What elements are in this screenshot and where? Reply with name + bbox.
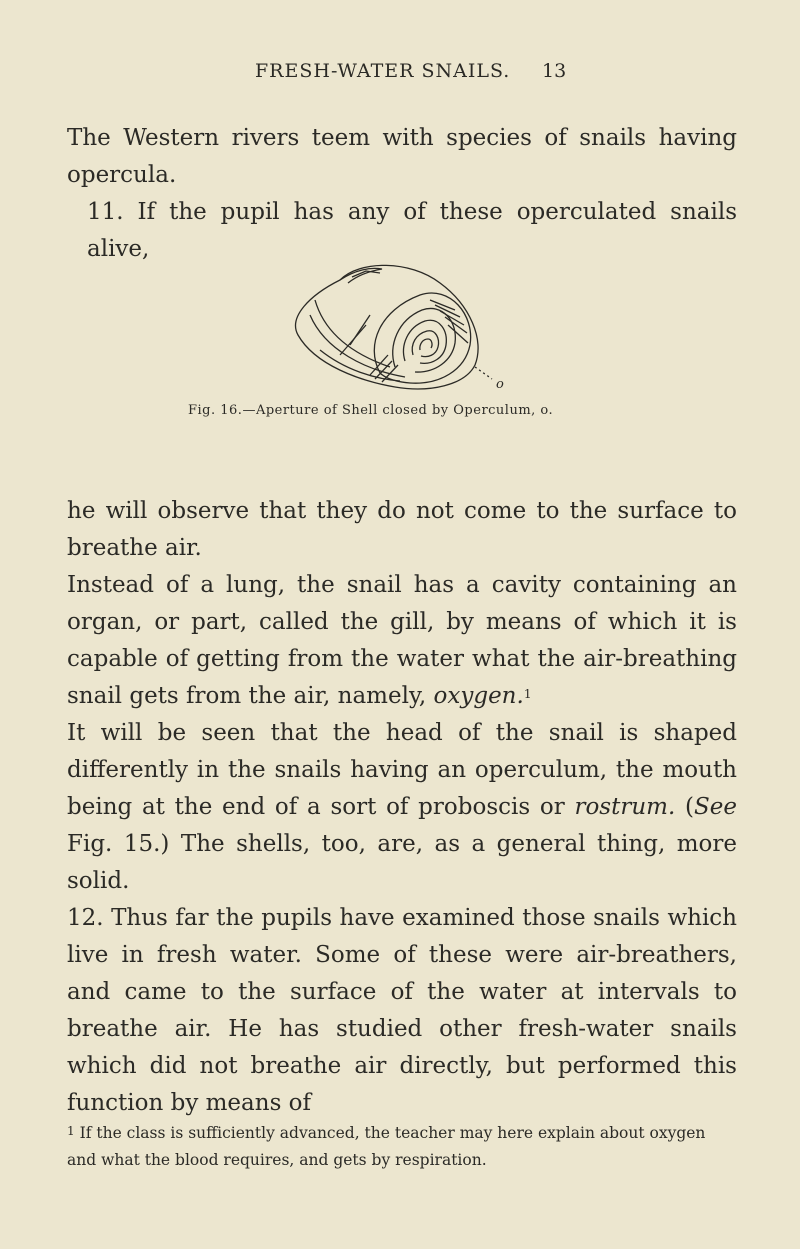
running-title: FRESH-WATER SNAILS. — [255, 60, 511, 82]
operculum-figure — [270, 255, 530, 395]
paragraph-western-rivers: The Western rivers teem with species of snails having operculа. — [67, 125, 737, 188]
figure-caption: Fig. 16.—Aperture of Shell closed by Operculum, o. — [188, 403, 554, 418]
oxygen-word: oxygen. — [433, 683, 524, 709]
running-head — [0, 60, 800, 90]
footnote — [67, 1120, 737, 1174]
page-number: 13 — [542, 60, 567, 82]
paragraph-gill — [67, 567, 737, 715]
text-block-bottom — [67, 493, 737, 1122]
gill-text: Instead of a lung, the snail has a cavity containing an organ, or part, called the gill, by means of which it is capable of getting from the water what the air-breathing snail gets from the air, namely, — [67, 572, 737, 709]
footnote-text: If the class is sufficiently advanced, the teacher may here explain about oxygen and what the blood requires, and gets by respiration. — [67, 1124, 706, 1169]
text-block-top — [67, 120, 737, 268]
see-word: See — [694, 794, 737, 820]
head-shape-text: It will be seen that the head of the snail is shaped differently in the snails having an operculum, the mouth being at the end of a sort of proboscis or — [67, 720, 737, 820]
see-open: ( — [675, 794, 695, 820]
figure-label-o: o — [496, 377, 504, 392]
paragraph-section-12: 12. Thus far the pupils have examined those snails which live in fresh water. Some of these were air-breathers, and came to the surface of the water at intervals to breathe air. He has studied other fresh-water snails which did not breathe air directly, but performed this function by means of — [67, 905, 737, 1116]
paragraph-head-shape — [67, 715, 737, 900]
footnote-marker: 1 — [67, 1124, 75, 1138]
paragraph-observe: he will observe that they do not come to the surface to breathe air. — [67, 498, 737, 561]
paragraph-section-11: 11. If the pupil has any of these operculated snails alive, — [87, 199, 737, 262]
rostrum-word: rostrum. — [574, 794, 676, 820]
footnote-reference: 1 — [523, 687, 532, 701]
shell-operculum-drawing — [270, 255, 530, 395]
shells-text: Fig. 15.) The shells, too, are, as a general thing, more solid. — [67, 831, 737, 894]
